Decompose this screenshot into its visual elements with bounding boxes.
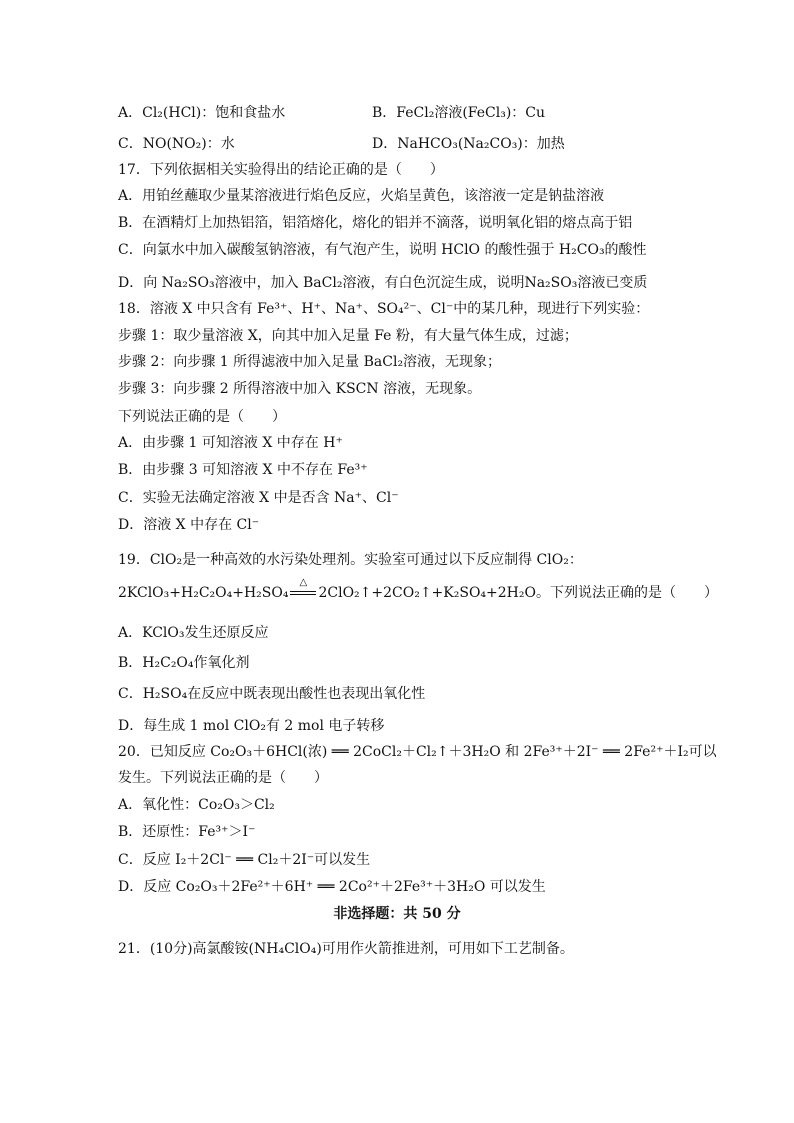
q19-stem: 19．ClO₂是一种高效的水污染处理剂。实验室可通过以下反应制得 ClO₂： [118, 552, 583, 568]
q17-option-a: A．用铂丝蘸取少量某溶液进行焰色反应，火焰呈黄色，该溶液一定是钠盐溶液 [118, 188, 605, 204]
q18-option-b: B．由步骤 3 可知溶液 X 中不存在 Fe³⁺ [118, 462, 368, 478]
q19-equation-right: 2ClO₂↑+2CO₂↑+K₂SO₄+2H₂O。下列说法正确的是（ ） [318, 585, 718, 601]
q18-step-1: 步骤 1：取少量溶液 X，向其中加入足量 Fe 粉，有大量气体生成，过滤； [118, 328, 578, 344]
q20-option-c: C．反应 I₂＋2Cl⁻ ══ Cl₂＋2I⁻可以发生 [118, 852, 371, 868]
q18-option-c: C．实验无法确定溶液 X 中是否含 Na⁺、Cl⁻ [118, 490, 399, 506]
q17-stem: 17．下列依据相关实验得出的结论正确的是（ ） [118, 162, 444, 178]
q17-option-b: B．在酒精灯上加热铝箔，铝箔熔化，熔化的铝并不滴落，说明氧化铝的熔点高于铝 [118, 215, 633, 231]
q20-stem-line2: 发生。下列说法正确的是（ ） [118, 770, 328, 786]
q20-option-d: D．反应 Co₂O₃＋2Fe²⁺＋6H⁺ ══ 2Co²⁺＋2Fe³⁺＋3H₂O 可以发生 [118, 879, 546, 895]
q21-stem: 21．(10分)高氯酸铵(NH₄ClO₄)可用作火箭推进剂，可用如下工艺制备。 [118, 941, 574, 957]
heating-condition-sign [290, 577, 316, 600]
q20-stem-line1: 20．已知反应 Co₂O₃＋6HCl(浓) ══ 2CoCl₂＋Cl₂↑＋3H₂O 和 2Fe³⁺＋2I⁻ ══ 2Fe²⁺＋I₂可以 [118, 744, 717, 760]
q18-option-d: D．溶液 X 中存在 Cl⁻ [118, 517, 260, 533]
q18-step-3: 步骤 3：向步骤 2 所得溶液中加入 KSCN 溶液，无现象。 [118, 381, 482, 397]
section-title: 非选择题：共 50 分 [333, 906, 461, 922]
q19-equation-left: 2KClO₃+H₂C₂O₄+H₂SO₄ [118, 585, 289, 601]
q18-step-2: 步骤 2：向步骤 1 所得滤液中加入足量 BaCl₂溶液，无现象； [118, 354, 502, 370]
q20-option-b: B．还原性：Fe³⁺＞I⁻ [118, 824, 256, 840]
q18-option-a: A．由步骤 1 可知溶液 X 中存在 H⁺ [118, 435, 343, 451]
q16-option-d: D．NaHCO₃(Na₂CO₃)：加热 [372, 136, 565, 152]
q17-option-c: C．向氯水中加入碳酸氢钠溶液，有气泡产生，说明 HClO 的酸性强于 H₂CO₃的酸性 [118, 242, 647, 258]
q19-equation [118, 577, 718, 602]
q19-option-a: A．KClO₃发生还原反应 [118, 625, 269, 641]
q19-option-d: D．每生成 1 mol ClO₂有 2 mol 电子转移 [118, 718, 385, 734]
q19-option-b: B．H₂C₂O₄作氧化剂 [118, 655, 250, 671]
q19-option-c: C．H₂SO₄在反应中既表现出酸性也表现出氧化性 [118, 686, 426, 702]
q16-option-b: B．FeCl₂溶液(FeCl₃)：Cu [372, 105, 546, 121]
q16-option-a: A．Cl₂(HCl)：饱和食盐水 [118, 105, 286, 121]
q18-ask: 下列说法正确的是（ ） [118, 409, 286, 425]
q16-option-c: C．NO(NO₂)：水 [118, 136, 235, 152]
q17-option-d: D．向 Na₂SO₃溶液中，加入 BaCl₂溶液，有白色沉淀生成，说明Na₂SO₃溶液已变质 [118, 275, 648, 291]
q18-stem: 18．溶液 X 中只含有 Fe³⁺、H⁺、Na⁺、SO₄²⁻、Cl⁻中的某几种，现进行下列实验： [118, 301, 650, 317]
q20-option-a: A．氧化性：Co₂O₃＞Cl₂ [118, 797, 275, 813]
heat-triangle-icon: △ [299, 577, 308, 588]
